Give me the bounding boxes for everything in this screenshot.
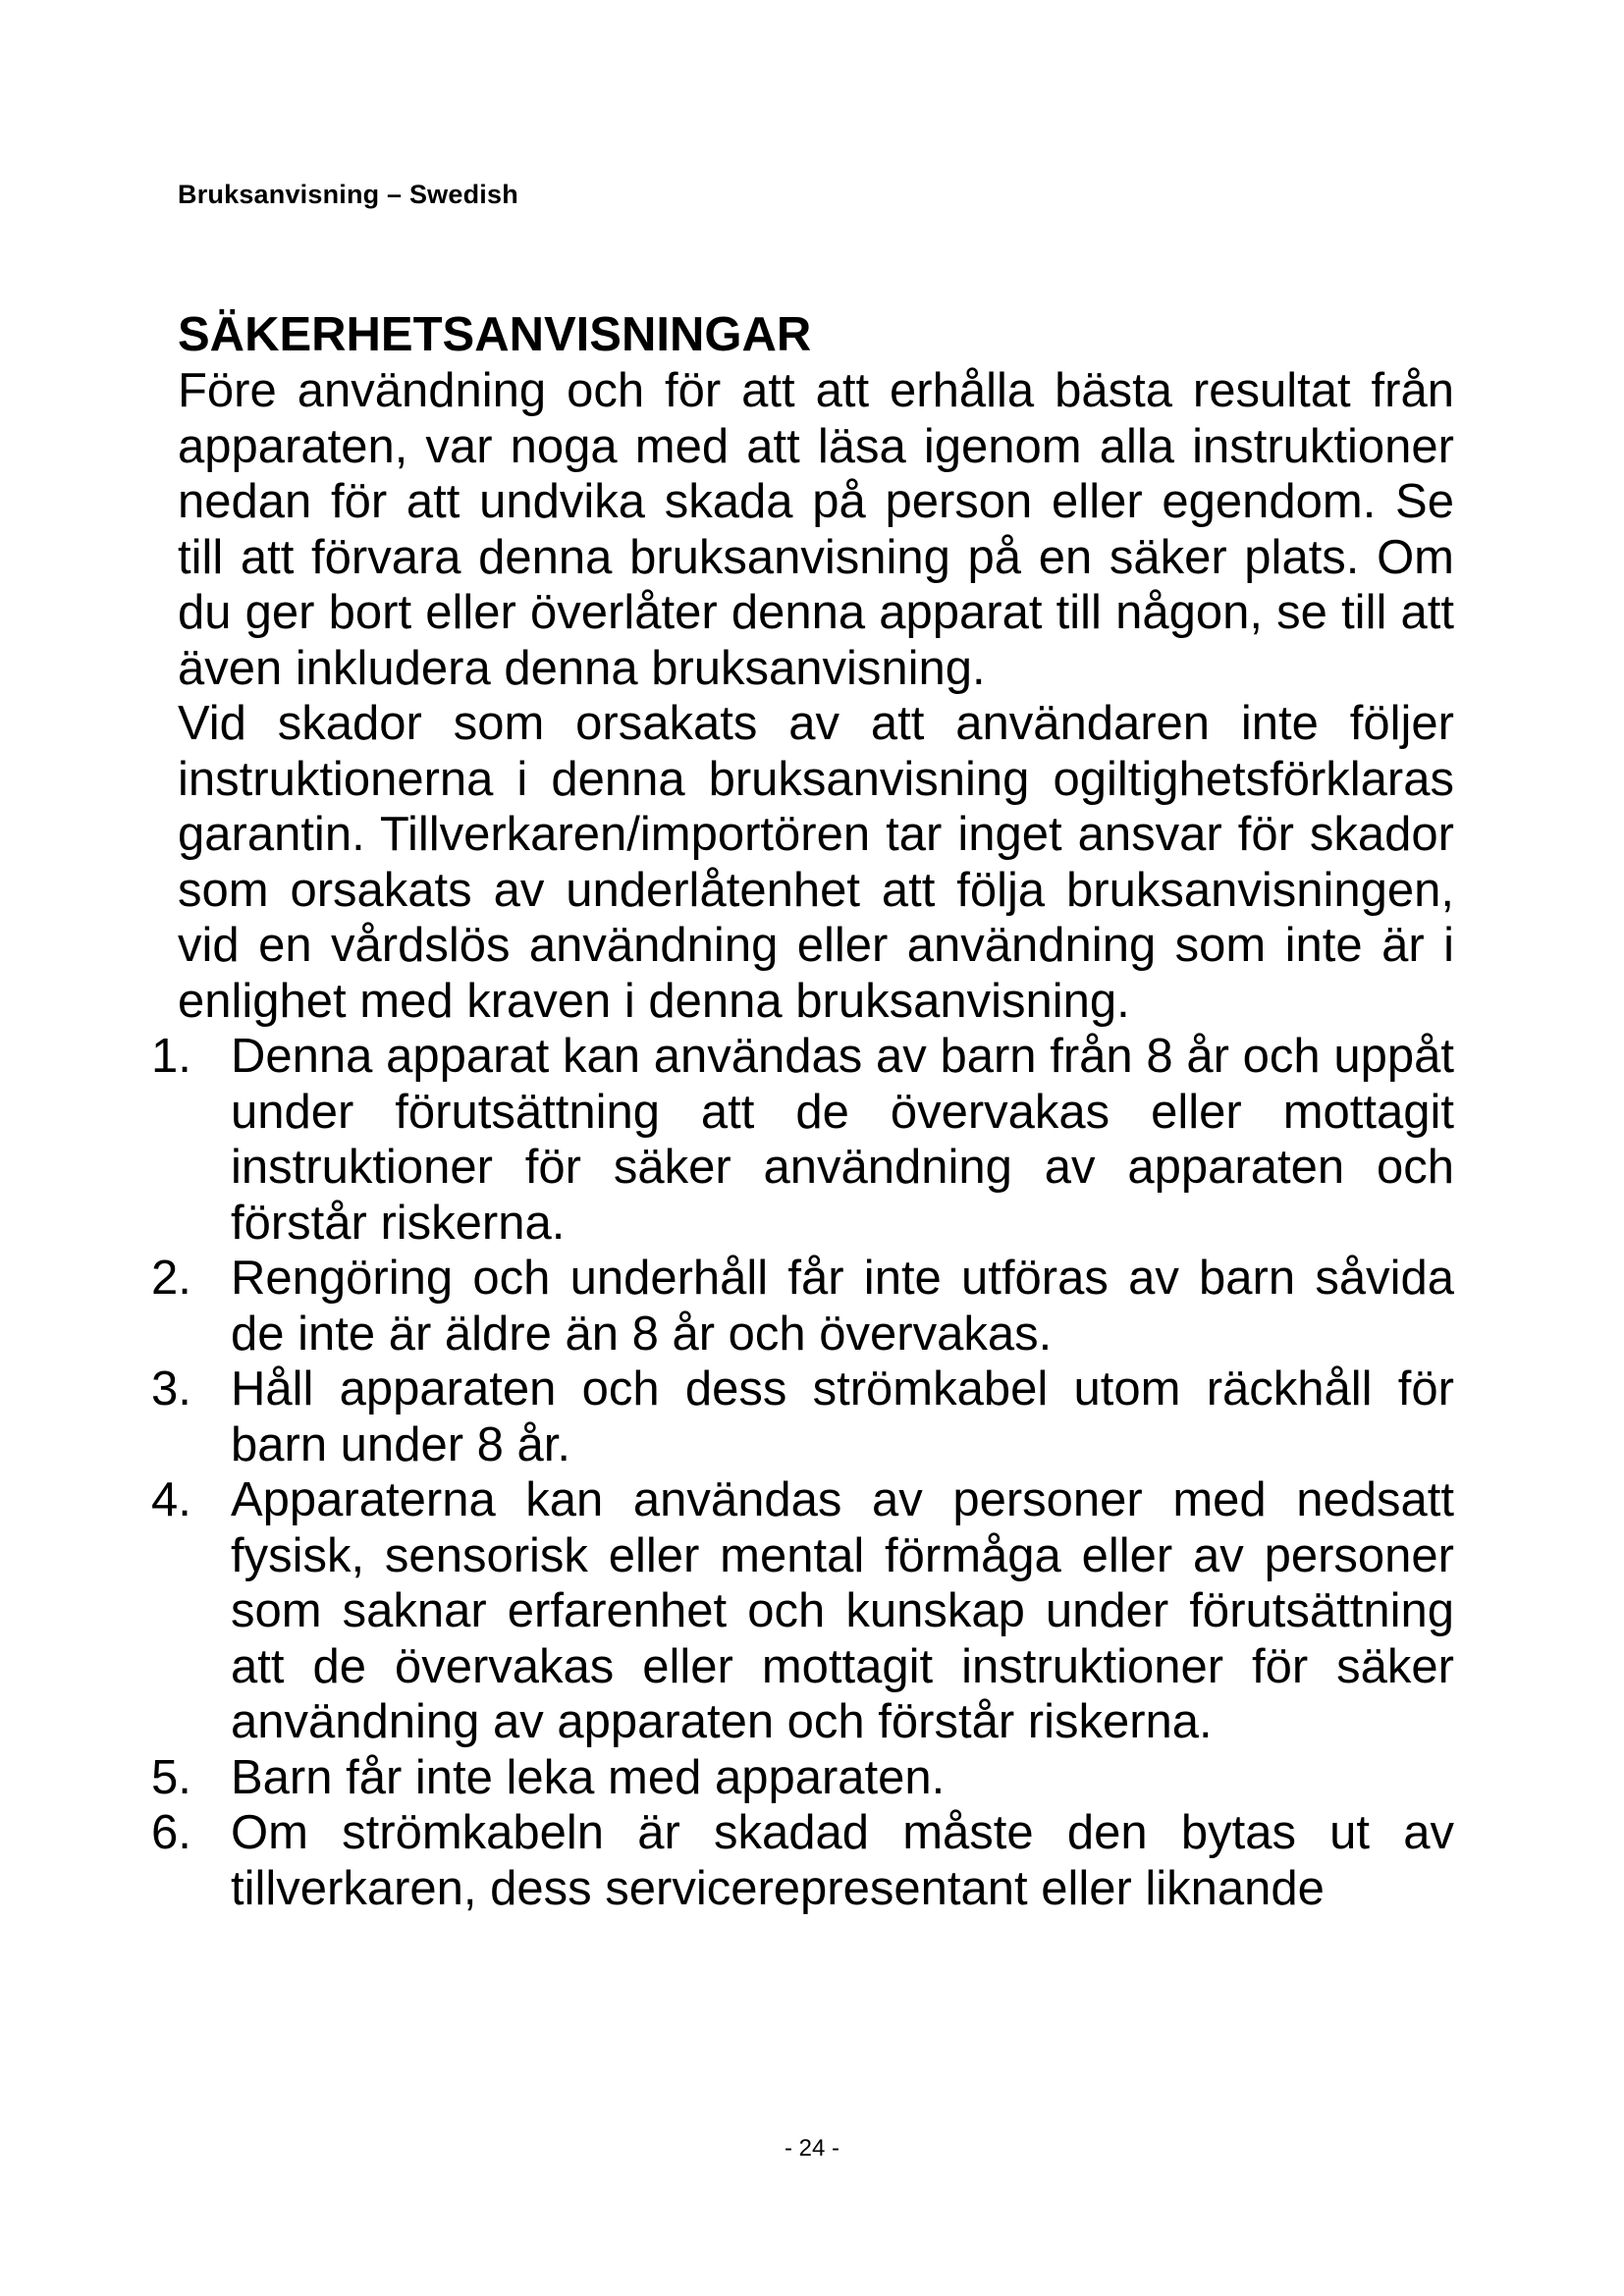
list-item-text: Denna apparat kan användas av barn från 8 år och uppåt under förutsättning att de övervakas eller mottagit instruktioner för säker användning av apparaten och förstår riskerna. — [231, 1030, 1454, 1250]
list-item-text: Apparaterna kan användas av personer med nedsatt fysisk, sensorisk eller mental förmåga eller av personer som saknar erfarenhet och kunskap under förutsättning att de övervakas eller mottagit instruktioner för säker användning av apparaten och förstår riskerna. — [231, 1473, 1454, 1748]
list-item — [151, 1805, 1454, 1916]
list-item-text: Om strömkabeln är skadad måste den bytas ut av tillverkaren, dess servicerepresentant eller liknande — [231, 1806, 1454, 1915]
list-item-number: 2. — [151, 1252, 191, 1305]
list-item — [151, 1472, 1454, 1750]
list-item — [151, 1362, 1454, 1472]
list-item — [151, 1251, 1454, 1362]
list-item-number: 5. — [151, 1750, 191, 1804]
list-item-number: 6. — [151, 1806, 191, 1859]
section-title: SÄKERHETSANVISNINGAR — [178, 308, 812, 361]
list-item-number: 1. — [151, 1030, 191, 1083]
safety-rules-list — [151, 1029, 1454, 1916]
warranty-paragraph: Vid skador som orsakats av att användaren inte följer instruktionerna i denna bruksanvisning ogiltighetsförklaras garantin. Tillverkaren/importören tar inget ansvar för skador som orsakats av underlåtenhet att följa bruksanvisningen, vid en vårdslös användning eller användning som inte är i enlighet med kraven i denna bruksanvisning. — [178, 697, 1454, 1028]
safety-section — [151, 306, 1454, 1916]
page-header: Bruksanvisning – Swedish — [178, 180, 518, 209]
list-item — [151, 1750, 1454, 1806]
list-item-text: Barn får inte leka med apparaten. — [231, 1750, 946, 1804]
intro-paragraph: Före användning och för att att erhålla bästa resultat från apparaten, var noga med att läsa igenom alla instruktioner nedan för att undvika skada på person eller egendom. Se till att förvara denna bruksanvisning på en säker plats. Om du ger bort eller överlåter denna apparat till någon, se till att även inkludera denna bruksanvisning. — [178, 364, 1454, 695]
list-item-number: 4. — [151, 1473, 191, 1526]
list-item-text: Rengöring och underhåll får inte utföras av barn såvida de inte är äldre än 8 år och övervakas. — [231, 1252, 1454, 1361]
list-item — [151, 1029, 1454, 1251]
list-item-number: 3. — [151, 1362, 191, 1415]
list-item-text: Håll apparaten och dess strömkabel utom räckhåll för barn under 8 år. — [231, 1362, 1454, 1471]
page-number: - 24 - — [784, 2135, 839, 2162]
